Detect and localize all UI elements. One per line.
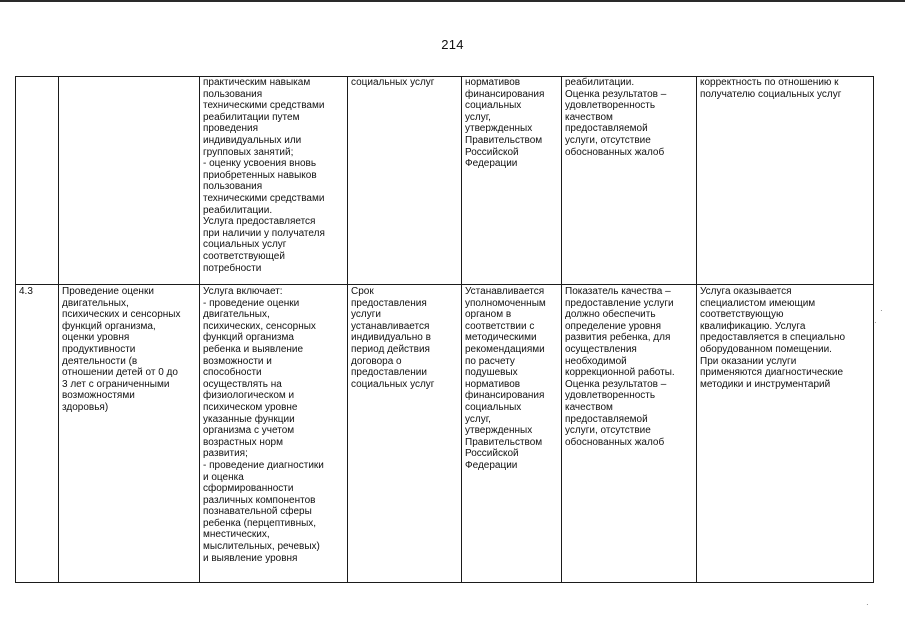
service-number-cell — [16, 77, 59, 285]
table-row — [16, 285, 874, 583]
page-top-border — [0, 0, 905, 2]
scan-speck: · — [866, 600, 869, 609]
service-content-cell: практическим навыкам пользования техническими средствами реабилитации путем проведения индивидуальных или групповых занятий; - оценку усвоения вновь приобретенных навыков пользования техническими средствами реабилитации. Услуга предоставляется при наличии у получателя социальных услуг соответствующей потребности — [200, 77, 348, 285]
service-term-cell: социальных услуг — [348, 77, 462, 285]
service-quality-cell: Показатель качества – предоставление услуги должно обеспечить определение уровня развития ребенка, для осуществления необходимой коррекционной работы. Оценка результатов – удовлетворенность качеством предоставляемой услуги, отсутствие обоснованных жалоб — [562, 285, 697, 583]
service-norm-cell: нормативов финансирования социальных услуг, утвержденных Правительством Российской Федерации — [462, 77, 562, 285]
scan-speck: · — [880, 306, 883, 315]
services-table — [15, 76, 874, 583]
service-number-cell: 4.3 — [16, 285, 59, 583]
service-quality-cell: реабилитации. Оценка результатов – удовлетворенность качеством предоставляемой услуги, отсутствие обоснованных жалоб — [562, 77, 697, 285]
scan-speck: · — [874, 318, 877, 327]
page-number: 214 — [441, 37, 464, 52]
table-row — [16, 77, 874, 285]
service-name-cell: Проведение оценки двигательных, психических и сенсорных функций организма, оценки уровня продуктивности деятельности (в отношении детей от 0 до 3 лет с ограниченными возможностями здоровья) — [59, 285, 200, 583]
service-name-cell — [59, 77, 200, 285]
service-conditions-cell: корректность по отношению к получателю социальных услуг — [697, 77, 874, 285]
service-content-cell: Услуга включает: - проведение оценки двигательных, психических, сенсорных функций организма ребенка и выявление возможности и способности осуществлять на физиологическом и психическом уровне указанные функции организма с учетом возрастных норм развития; - проведение диагностики и оценка сформированности различных компонентов познавательной сферы ребенка (перцептивных, мнестических, мыслительных, речевых) и выявление уровня — [200, 285, 348, 583]
service-norm-cell: Устанавливается уполномоченным органом в соответствии с методическими рекомендациями по расчету подушевых нормативов финансирования социальных услуг, утвержденных Правительством Российской Федерации — [462, 285, 562, 583]
service-conditions-cell: Услуга оказывается специалистом имеющим соответствующую квалификацию. Услуга предоставляется в специально оборудованном помещении. При оказании услуги применяются диагностические методики и инструментарий — [697, 285, 874, 583]
service-term-cell: Срок предоставления услуги устанавливается индивидуально в период действия договора о предоставлении социальных услуг — [348, 285, 462, 583]
